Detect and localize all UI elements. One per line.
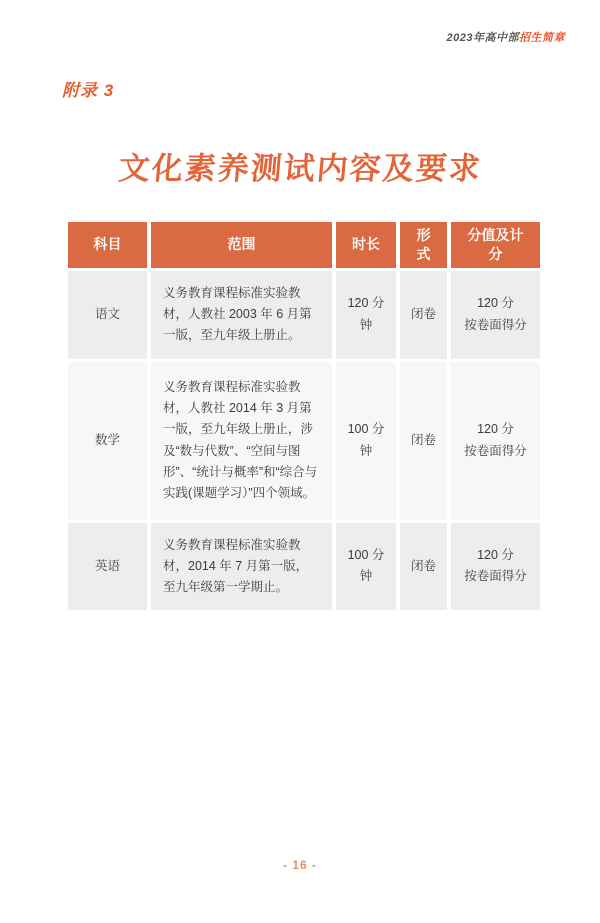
cell-scope: 义务教育课程标准实验教材，人教社 2003 年 6 月第一版，至九年级上册止。 [151, 271, 332, 359]
page-title [0, 143, 600, 188]
cell-score [451, 271, 540, 359]
score-value: 120 分 [477, 548, 514, 563]
appendix-label: 附录 3 [62, 81, 115, 100]
cell-subject: 语文 [68, 271, 147, 359]
running-header [447, 29, 565, 45]
cell-score [451, 362, 540, 520]
cell-format: 闭卷 [400, 271, 447, 359]
cell-subject: 英语 [68, 523, 147, 611]
test-content-table-wrap [64, 219, 544, 613]
table-header-row [68, 222, 540, 268]
column-header-duration: 时长 [336, 222, 396, 268]
column-header-subject: 科目 [68, 222, 147, 268]
score-note: 按卷面得分 [464, 317, 527, 332]
cell-scope: 义务教育课程标准实验教材，人教社 2014 年 3 月第一版，至九年级上册止，涉及“数与代数”、“空间与图形”、“统计与概率”和“综合与实践(课题学习）”四个领域。 [151, 362, 332, 520]
column-header-format: 形式 [400, 222, 447, 268]
score-value: 120 分 [477, 296, 514, 311]
cell-duration: 100 分钟 [336, 362, 396, 520]
cell-score [451, 523, 540, 611]
table-row-english [68, 523, 540, 611]
table-row-math [68, 362, 540, 520]
page-number: - 16 - [282, 858, 317, 872]
column-header-scope: 范围 [151, 222, 332, 268]
test-content-table [64, 219, 544, 613]
cell-format: 闭卷 [400, 362, 447, 520]
running-header-prefix: 2023年高中部 [446, 32, 519, 44]
table-header [68, 222, 540, 268]
cell-duration: 120 分钟 [336, 271, 396, 359]
cell-subject: 数学 [68, 362, 147, 520]
score-note: 按卷面得分 [464, 569, 527, 584]
running-header-highlight: 招生简章 [519, 32, 565, 44]
table-body [68, 271, 540, 611]
page-title-text: 文化素养测试内容及要求 [116, 151, 483, 186]
table-row-chinese [68, 271, 540, 359]
cell-format: 闭卷 [400, 523, 447, 611]
cell-duration: 100 分钟 [336, 523, 396, 611]
score-note: 按卷面得分 [464, 443, 527, 458]
cell-scope: 义务教育课程标准实验教材，2014 年 7 月第一版，至九年级第一学期止。 [151, 523, 332, 611]
score-value: 120 分 [477, 422, 514, 437]
column-header-score: 分值及计分 [451, 222, 540, 268]
